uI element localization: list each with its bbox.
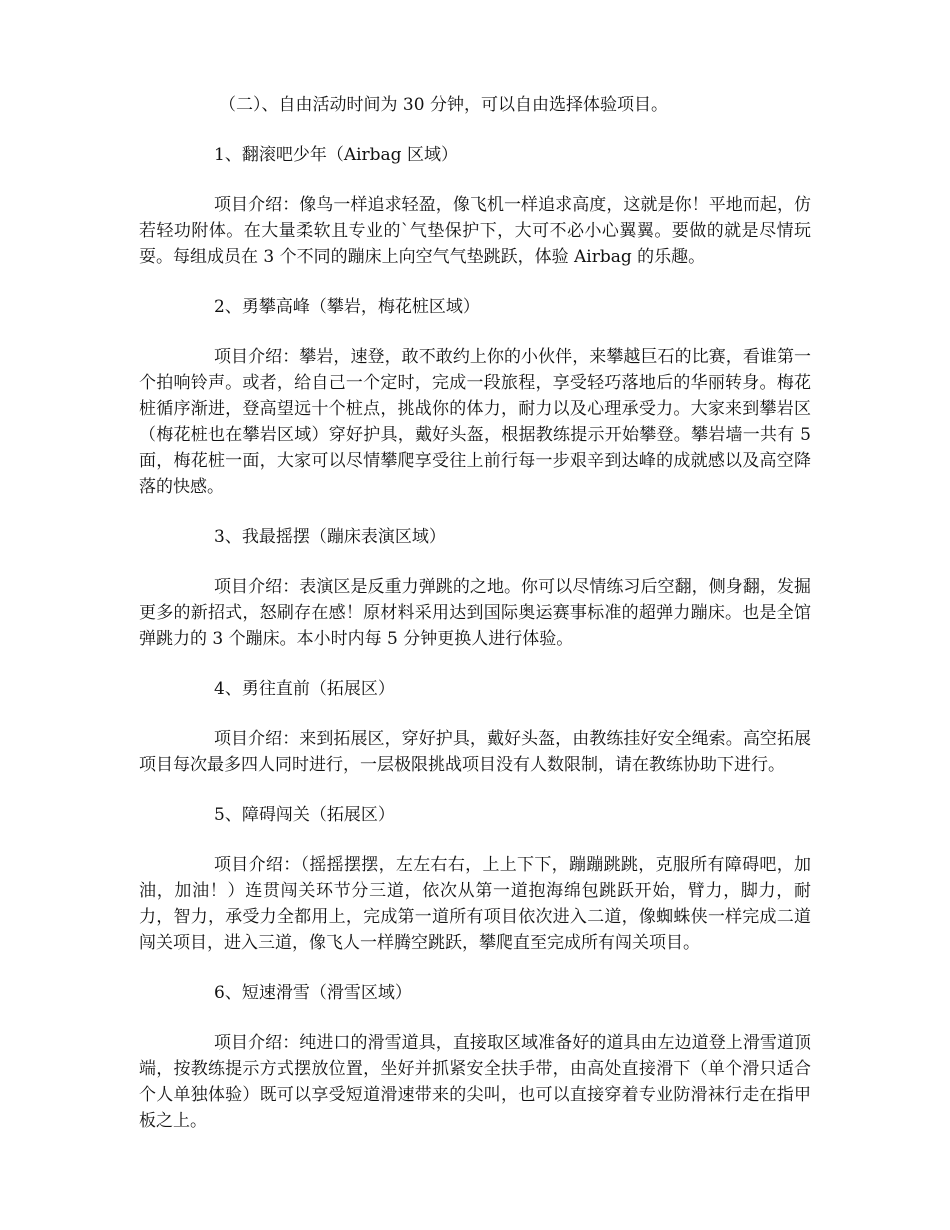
section-body: 项目介绍：攀岩，速登，敢不敢约上你的小伙伴，来攀越巨石的比赛，看谁第一个拍响铃声。或者，给自己一个定时，完成一段旅程，享受轻巧落地后的华丽转身。梅花桩循序渐进，登高望远十个桩点，挑战你的体力，耐力以及心理承受力。大家来到攀岩区（梅花桩也在攀岩区域）穿好护具，戴好头盔，根据教练提示开始攀登。攀岩墙一共有 5 面，梅花桩一面，大家可以尽情攀爬享受往上前行每一步艰辛到达峰的成就感以及高空降落的快感。 [139, 347, 811, 497]
section-heading: 4、勇往直前（拓展区） [214, 679, 395, 699]
section-body: 项目介绍：纯进口的滑雪道具，直接取区域准备好的道具由左边道登上滑雪道顶端，按教练提示方式摆放位置，坐好并抓紧安全扶手带，由高处直接滑下（单个滑只适合个人单独体验）既可以享受短道滑速带来的尖叫，也可以直接穿着专业防滑袜行走在指甲板之上。 [139, 1033, 811, 1131]
section-body: 项目介绍：（摇摇摆摆，左左右右，上上下下，蹦蹦跳跳，克服所有障碍吧，加油，加油！）连贯闯关环节分三道，依次从第一道抱海绵包跳跃开始，臂力，脚力，耐力，智力，承受力全都用上，完成第一道所有项目依次进入二道，像蜘蛛侠一样完成二道闯关项目，进入三道，像飞人一样腾空跳跃，攀爬直至完成所有闯关项目。 [139, 855, 811, 953]
intro-paragraph: （二）、自由活动时间为 30 分钟，可以自由选择体验项目。 [219, 95, 668, 115]
section-obstacle [139, 802, 811, 956]
document-page [139, 92, 811, 1158]
section-body: 项目介绍：来到拓展区，穿好护具，戴好头盔，由教练挂好安全绳索。高空拓展项目每次最多四人同时进行，一层极限挑战项目没有人数限制，请在教练协助下进行。 [139, 729, 811, 775]
section-heading: 1、翻滚吧少年（Airbag 区域） [214, 145, 458, 165]
section-skiing [139, 980, 811, 1134]
section-body: 项目介绍：像鸟一样追求轻盈，像飞机一样追求高度，这就是你！平地而起，仿若轻功附体。在大量柔软且专业的`气垫保护下，大可不必小心翼翼。要做的就是尽情玩耍。每组成员在 3 个不同的蹦床上向空气气垫跳跃，体验 Airbag 的乐趣。 [139, 195, 811, 267]
section-body: 项目介绍：表演区是反重力弹跳的之地。你可以尽情练习后空翻，侧身翻，发掘更多的新招式，怒刷存在感！原材料采用达到国际奥运赛事标准的超弹力蹦床。也是全馆弹跳力的 3 个蹦床。本小时内每 5 分钟更换人进行体验。 [139, 577, 811, 649]
section-trampoline-show [139, 524, 811, 652]
section-heading: 3、我最摇摆（蹦床表演区域） [214, 527, 446, 547]
section-airbag [139, 142, 811, 270]
section-climbing [139, 294, 811, 500]
section-heading: 5、障碍闯关（拓展区） [214, 805, 395, 825]
section-heading: 2、勇攀高峰（攀岩，梅花桩区域） [214, 297, 480, 317]
section-heading: 6、短速滑雪（滑雪区域） [214, 983, 412, 1003]
section-expansion [139, 676, 811, 778]
